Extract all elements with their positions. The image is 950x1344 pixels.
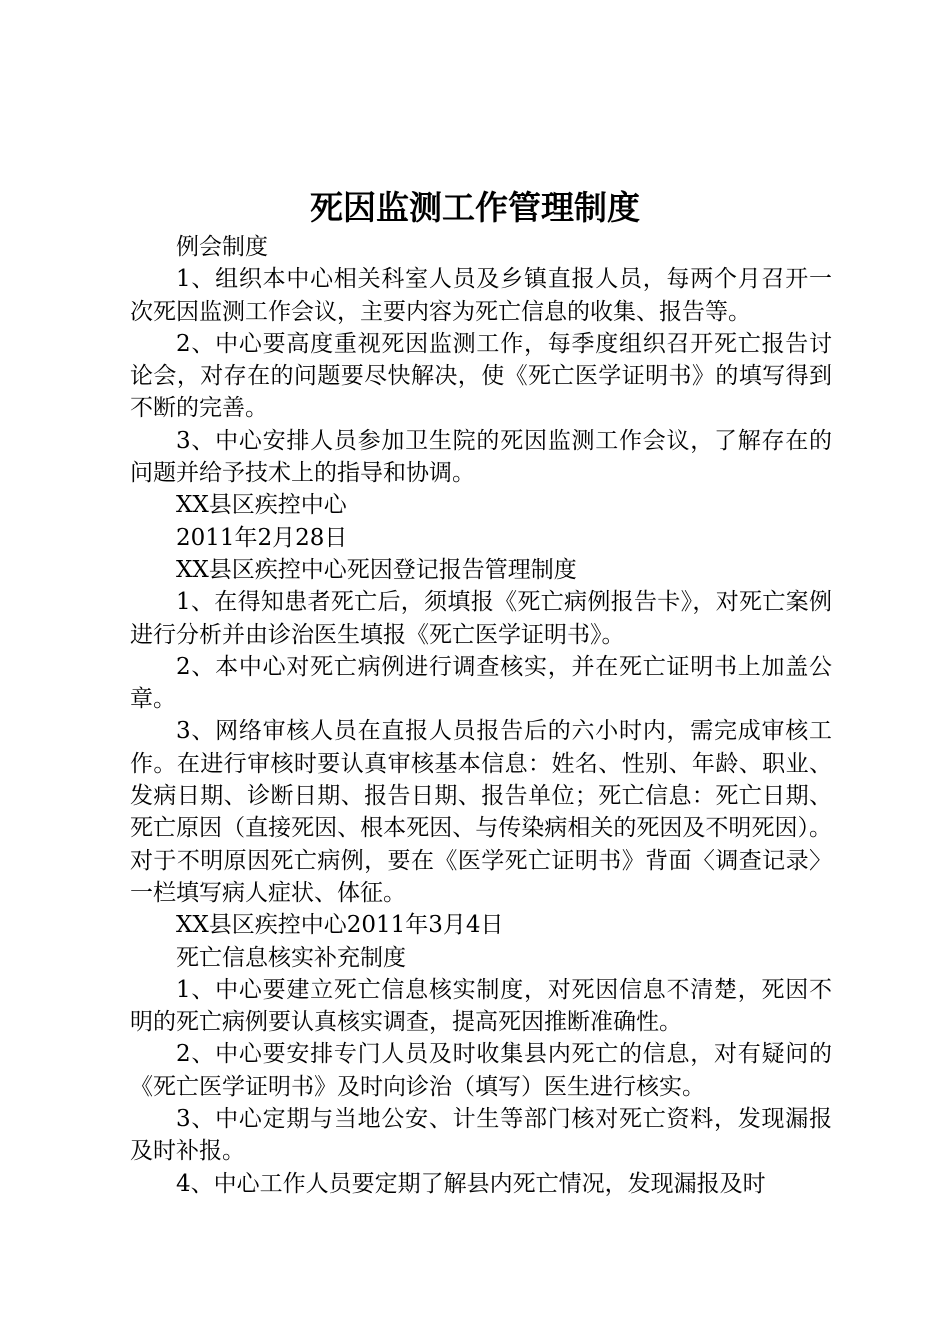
paragraph-registration-item-2: 2、本中心对死亡病例进行调查核实，并在死亡证明书上加盖公章。	[130, 653, 832, 713]
paragraph-verification-item-4: 4、中心工作人员要定期了解县内死亡情况，发现漏报及时	[176, 1170, 766, 1197]
paragraph-verification-heading: 死亡信息核实补充制度	[176, 944, 406, 971]
paragraph-date-1: 2011年2月28日	[176, 524, 348, 551]
paragraph-meeting-system-heading: 例会制度	[176, 234, 268, 260]
paragraph-meeting-item-3: 3、中心安排人员参加卫生院的死因监测工作会议，了解存在的问题并给予技术上的指导和协调。	[130, 427, 832, 487]
paragraph-verification-item-2: 2、中心要安排专门人员及时收集县内死亡的信息，对有疑问的《死亡医学证明书》及时向诊治（填写）医生进行核实。	[130, 1041, 832, 1100]
paragraph-verification-item-3: 3、中心定期与当地公安、计生等部门核对死亡资料，发现漏报及时补报。	[130, 1106, 832, 1165]
paragraph-issuer-date-2: XX县区疾控中心2011年3月4日	[176, 912, 504, 939]
paragraph-meeting-item-2: 2、中心要高度重视死因监测工作，每季度组织召开死亡报告讨论会，对存在的问题要尽快解决，使《死亡医学证明书》的填写得到不断的完善。	[130, 330, 832, 422]
paragraph-registration-item-3: 3、网络审核人员在直报人员报告后的六小时内，需完成审核工作。在进行审核时要认真审核基本信息：姓名、性别、年龄、职业、发病日期、诊断日期、报告日期、报告单位；死亡信息：死亡日期、死亡原因（直接死因、根本死因、与传染病相关的死因及不明死因）。对于不明原因死亡病例，要在《医学死亡证明书》背面〈调查记录〉一栏填写病人症状、体征。	[130, 718, 832, 906]
paragraph-registration-item-1: 1、在得知患者死亡后，须填报《死亡病例报告卡》，对死亡案例进行分析并由诊治医生填报《死亡医学证明书》。	[130, 589, 832, 648]
paragraph-verification-item-1: 1、中心要建立死亡信息核实制度，对死因信息不清楚，死因不明的死亡病例要认真核实调查，提高死因推断准确性。	[130, 976, 832, 1036]
paragraph-registration-heading: XX县区疾控中心死因登记报告管理制度	[176, 556, 577, 583]
document-body	[130, 231, 832, 1200]
document-title: 死因监测工作管理制度	[310, 188, 640, 227]
paragraph-issuer-1: XX县区疾控中心	[176, 492, 347, 519]
paragraph-meeting-item-1: 1、组织本中心相关科室人员及乡镇直报人员，每两个月召开一次死因监测工作会议，主要内容为死亡信息的收集、报告等。	[130, 266, 832, 325]
